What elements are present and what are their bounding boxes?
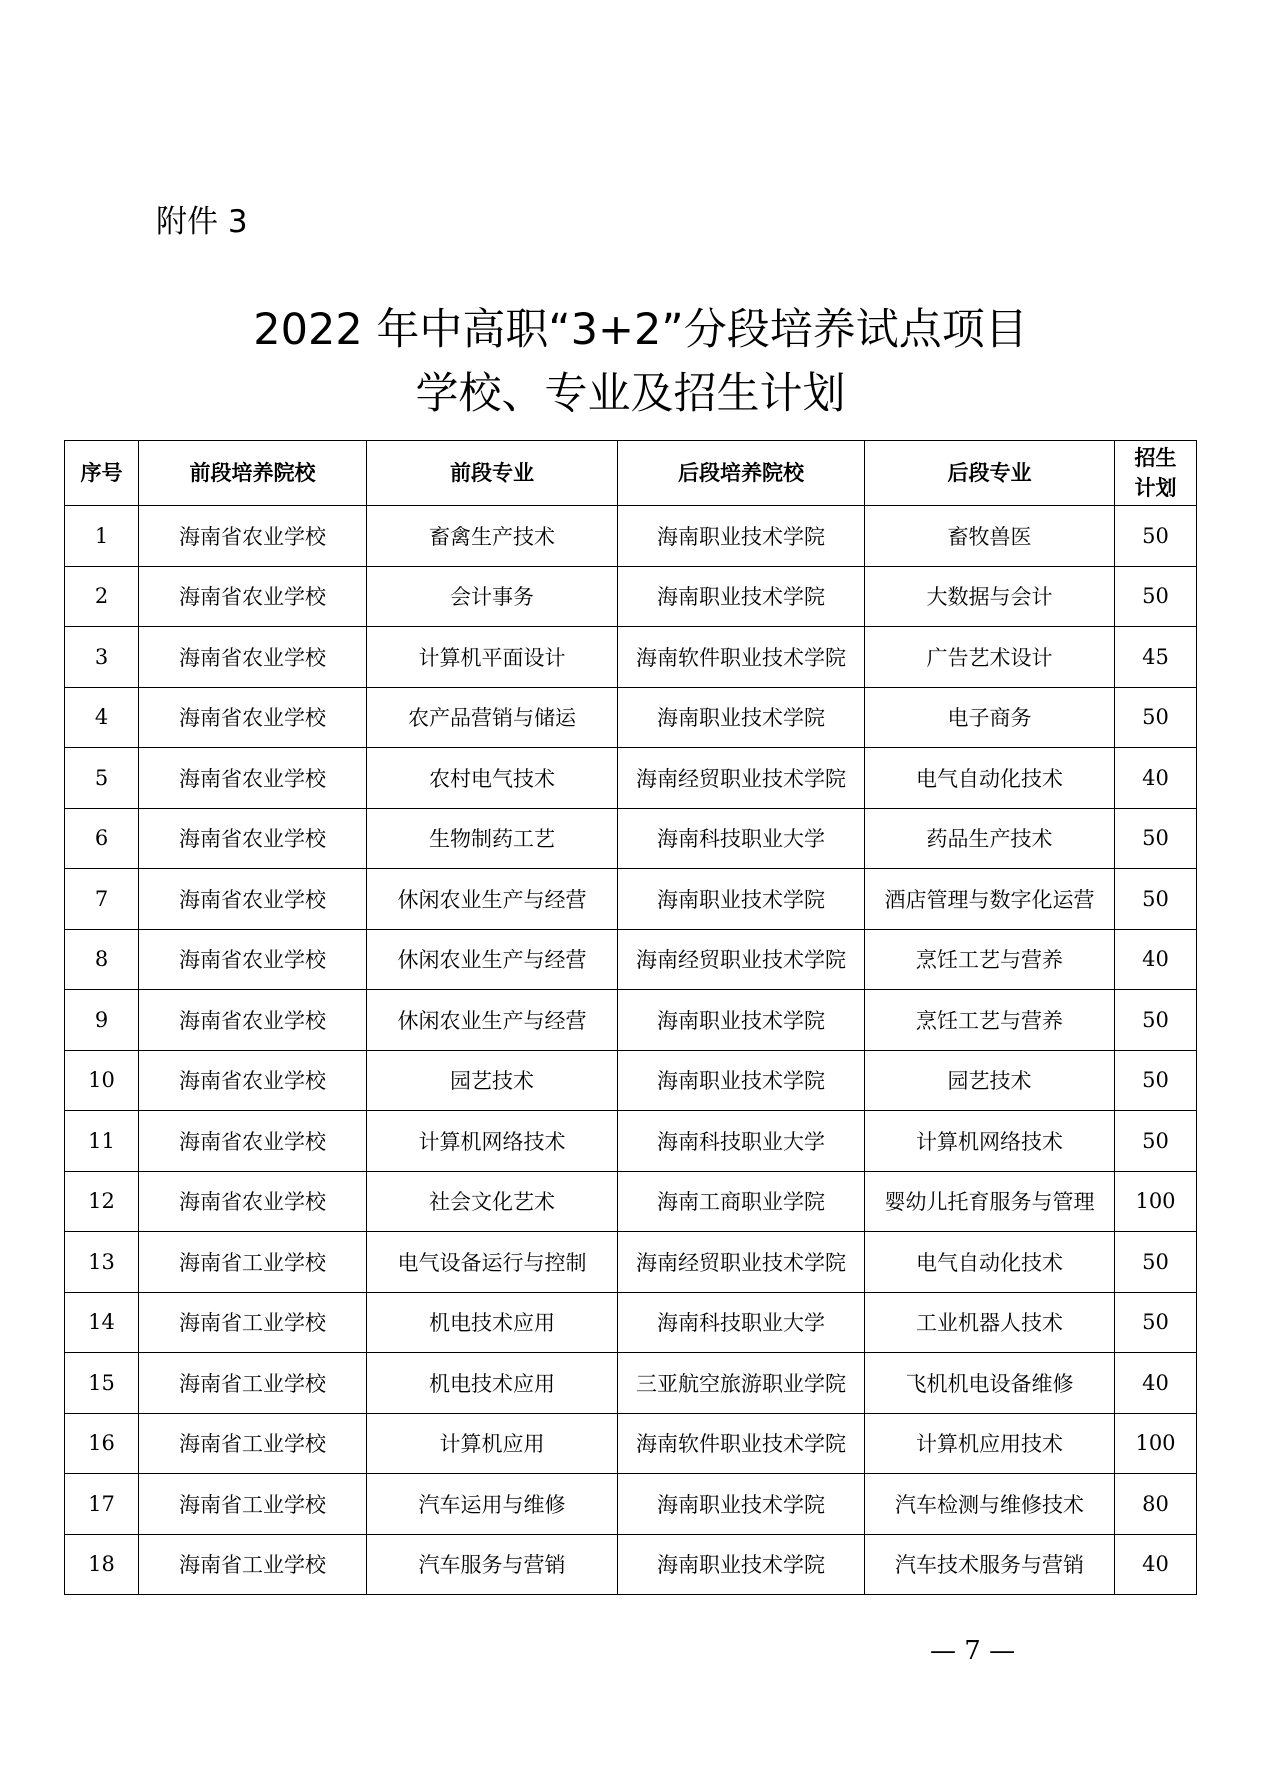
cell-seq: 13 [65, 1232, 139, 1293]
table-row [65, 1292, 1197, 1353]
cell-back-major: 工业机器人技术 [865, 1292, 1115, 1353]
attachment-label: 附件 3 [156, 204, 248, 240]
table-row [65, 869, 1197, 930]
cell-front-school: 海南省工业学校 [139, 1232, 367, 1293]
cell-plan: 40 [1115, 1534, 1197, 1595]
cell-front-major: 农产品营销与储运 [367, 687, 618, 748]
header-plan-line-1: 招生 [1134, 446, 1177, 470]
cell-back-major: 酒店管理与数字化运营 [865, 869, 1115, 930]
document-title-line-1: 2022 年中高职“3+2”分段培养试点项目 [253, 305, 1028, 355]
cell-seq: 17 [65, 1474, 139, 1535]
cell-seq: 6 [65, 808, 139, 869]
table-row [65, 1232, 1197, 1293]
cell-back-school: 海南科技职业大学 [618, 808, 865, 869]
cell-front-school: 海南省工业学校 [139, 1292, 367, 1353]
cell-seq: 8 [65, 929, 139, 990]
cell-seq: 7 [65, 869, 139, 930]
cell-front-major: 园艺技术 [367, 1050, 618, 1111]
cell-back-school: 海南职业技术学院 [618, 1050, 865, 1111]
table-row [65, 990, 1197, 1051]
cell-front-major: 社会文化艺术 [367, 1171, 618, 1232]
table-row [65, 748, 1197, 809]
cell-front-school: 海南省农业学校 [139, 990, 367, 1051]
cell-front-major: 会计事务 [367, 566, 618, 627]
table-row [65, 929, 1197, 990]
cell-front-school: 海南省农业学校 [139, 627, 367, 688]
cell-front-school: 海南省工业学校 [139, 1534, 367, 1595]
table-row [65, 1171, 1197, 1232]
table-row [65, 687, 1197, 748]
cell-back-major: 烹饪工艺与营养 [865, 929, 1115, 990]
cell-front-school: 海南省农业学校 [139, 506, 367, 567]
cell-back-school: 三亚航空旅游职业学院 [618, 1353, 865, 1414]
cell-back-school: 海南科技职业大学 [618, 1292, 865, 1353]
cell-front-school: 海南省农业学校 [139, 869, 367, 930]
cell-back-major: 汽车技术服务与营销 [865, 1534, 1115, 1595]
cell-back-major: 婴幼儿托育服务与管理 [865, 1171, 1115, 1232]
cell-back-major: 园艺技术 [865, 1050, 1115, 1111]
cell-front-school: 海南省农业学校 [139, 808, 367, 869]
cell-front-major: 机电技术应用 [367, 1353, 618, 1414]
header-plan-line-2: 计划 [1134, 476, 1177, 500]
cell-back-major: 烹饪工艺与营养 [865, 990, 1115, 1051]
cell-back-major: 电气自动化技术 [865, 748, 1115, 809]
table-row [65, 1111, 1197, 1172]
cell-front-major: 汽车服务与营销 [367, 1534, 618, 1595]
cell-back-school: 海南经贸职业技术学院 [618, 929, 865, 990]
cell-seq: 1 [65, 506, 139, 567]
cell-front-major: 农村电气技术 [367, 748, 618, 809]
table-row [65, 1474, 1197, 1535]
cell-front-school: 海南省农业学校 [139, 1111, 367, 1172]
cell-plan: 50 [1115, 687, 1197, 748]
cell-front-school: 海南省工业学校 [139, 1353, 367, 1414]
cell-seq: 11 [65, 1111, 139, 1172]
cell-back-school: 海南工商职业学院 [618, 1171, 865, 1232]
header-back-major: 后段专业 [865, 441, 1115, 506]
cell-back-school: 海南职业技术学院 [618, 990, 865, 1051]
cell-plan: 40 [1115, 929, 1197, 990]
cell-seq: 15 [65, 1353, 139, 1414]
cell-back-major: 广告艺术设计 [865, 627, 1115, 688]
cell-plan: 100 [1115, 1413, 1197, 1474]
cell-back-major: 电气自动化技术 [865, 1232, 1115, 1293]
cell-back-major: 计算机应用技术 [865, 1413, 1115, 1474]
enrollment-plan-table [64, 440, 1197, 1595]
cell-front-major: 休闲农业生产与经营 [367, 990, 618, 1051]
cell-plan: 80 [1115, 1474, 1197, 1535]
cell-back-school: 海南职业技术学院 [618, 1474, 865, 1535]
cell-seq: 16 [65, 1413, 139, 1474]
cell-seq: 10 [65, 1050, 139, 1111]
cell-front-major: 畜禽生产技术 [367, 506, 618, 567]
cell-plan: 50 [1115, 990, 1197, 1051]
table-row [65, 1413, 1197, 1474]
cell-seq: 2 [65, 566, 139, 627]
header-front-major: 前段专业 [367, 441, 618, 506]
cell-seq: 5 [65, 748, 139, 809]
cell-back-school: 海南职业技术学院 [618, 566, 865, 627]
cell-back-school: 海南职业技术学院 [618, 1534, 865, 1595]
table-row [65, 808, 1197, 869]
cell-back-school: 海南职业技术学院 [618, 869, 865, 930]
cell-front-school: 海南省农业学校 [139, 1171, 367, 1232]
header-seq: 序号 [65, 441, 139, 506]
cell-seq: 3 [65, 627, 139, 688]
header-front-school: 前段培养院校 [139, 441, 367, 506]
cell-front-major: 电气设备运行与控制 [367, 1232, 618, 1293]
cell-plan: 50 [1115, 506, 1197, 567]
cell-back-major: 药品生产技术 [865, 808, 1115, 869]
cell-front-school: 海南省工业学校 [139, 1413, 367, 1474]
cell-back-major: 电子商务 [865, 687, 1115, 748]
cell-plan: 40 [1115, 748, 1197, 809]
document-title-line-2: 学校、专业及招生计划 [415, 369, 846, 419]
cell-front-major: 计算机网络技术 [367, 1111, 618, 1172]
cell-back-major: 计算机网络技术 [865, 1111, 1115, 1172]
cell-seq: 12 [65, 1171, 139, 1232]
cell-plan: 40 [1115, 1353, 1197, 1414]
cell-back-major: 大数据与会计 [865, 566, 1115, 627]
table-header-row [65, 441, 1197, 506]
cell-front-major: 机电技术应用 [367, 1292, 618, 1353]
cell-back-school: 海南职业技术学院 [618, 687, 865, 748]
cell-plan: 100 [1115, 1171, 1197, 1232]
table-row [65, 506, 1197, 567]
cell-seq: 14 [65, 1292, 139, 1353]
cell-front-major: 汽车运用与维修 [367, 1474, 618, 1535]
cell-front-major: 休闲农业生产与经营 [367, 869, 618, 930]
table-row [65, 1534, 1197, 1595]
cell-front-school: 海南省农业学校 [139, 929, 367, 990]
table-row [65, 1353, 1197, 1414]
cell-plan: 50 [1115, 1292, 1197, 1353]
cell-front-school: 海南省农业学校 [139, 1050, 367, 1111]
cell-plan: 50 [1115, 1111, 1197, 1172]
header-back-school: 后段培养院校 [618, 441, 865, 506]
cell-front-major: 计算机平面设计 [367, 627, 618, 688]
table-row [65, 1050, 1197, 1111]
cell-seq: 18 [65, 1534, 139, 1595]
cell-plan: 50 [1115, 808, 1197, 869]
cell-plan: 50 [1115, 1232, 1197, 1293]
cell-seq: 9 [65, 990, 139, 1051]
cell-front-major: 计算机应用 [367, 1413, 618, 1474]
cell-front-school: 海南省工业学校 [139, 1474, 367, 1535]
cell-front-school: 海南省农业学校 [139, 687, 367, 748]
cell-back-school: 海南职业技术学院 [618, 506, 865, 567]
cell-back-school: 海南软件职业技术学院 [618, 1413, 865, 1474]
cell-back-school: 海南经贸职业技术学院 [618, 1232, 865, 1293]
cell-back-major: 畜牧兽医 [865, 506, 1115, 567]
cell-back-major: 汽车检测与维修技术 [865, 1474, 1115, 1535]
header-enrollment-plan [1115, 441, 1197, 506]
cell-plan: 50 [1115, 869, 1197, 930]
cell-front-school: 海南省农业学校 [139, 566, 367, 627]
cell-back-school: 海南软件职业技术学院 [618, 627, 865, 688]
cell-back-school: 海南科技职业大学 [618, 1111, 865, 1172]
cell-front-major: 休闲农业生产与经营 [367, 929, 618, 990]
cell-back-school: 海南经贸职业技术学院 [618, 748, 865, 809]
cell-back-major: 飞机机电设备维修 [865, 1353, 1115, 1414]
cell-front-major: 生物制药工艺 [367, 808, 618, 869]
cell-plan: 50 [1115, 566, 1197, 627]
table-row [65, 627, 1197, 688]
cell-front-school: 海南省农业学校 [139, 748, 367, 809]
cell-plan: 45 [1115, 627, 1197, 688]
table-row [65, 566, 1197, 627]
page-number: — 7 — [930, 1636, 1016, 1666]
cell-plan: 50 [1115, 1050, 1197, 1111]
cell-seq: 4 [65, 687, 139, 748]
